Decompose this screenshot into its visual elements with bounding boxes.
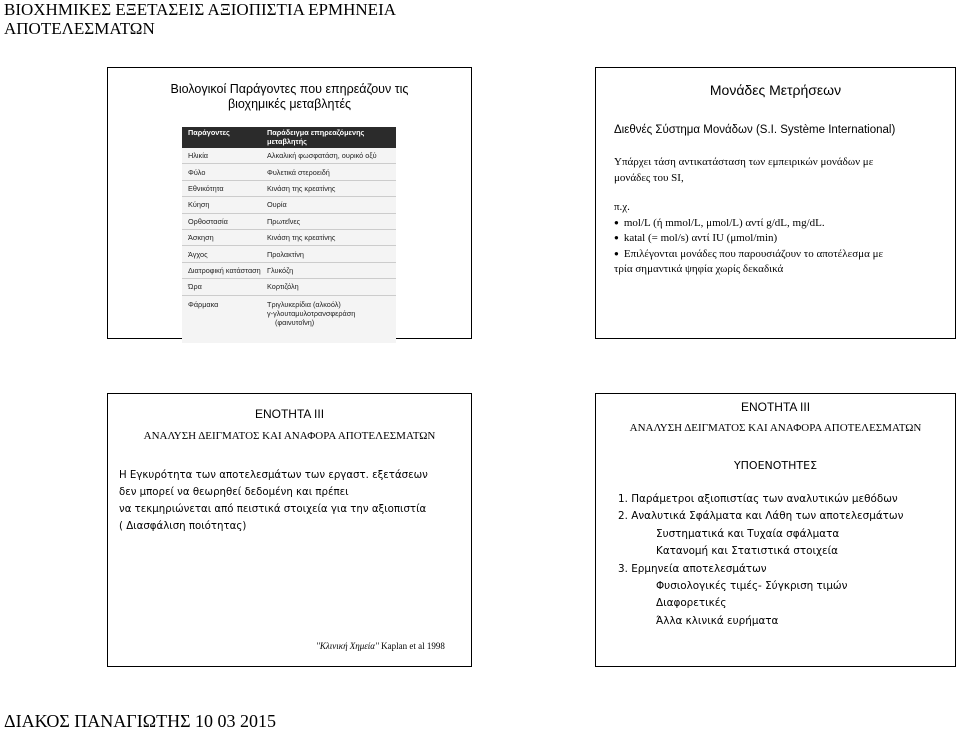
table-header bbox=[182, 127, 396, 148]
slide-body bbox=[119, 467, 464, 535]
variable-line: (φαινυτοΐνη) bbox=[275, 317, 315, 327]
bullet-text: katal (= mol/s) αντί IU (μmol/min) bbox=[623, 232, 778, 244]
table-row bbox=[182, 279, 396, 295]
table-cell-factor: Ώρα bbox=[188, 282, 202, 292]
bullet-item bbox=[614, 247, 946, 263]
body-line: Η Εγκυρότητα των αποτελεσμάτων των εργαστ. εξετάσεων bbox=[119, 470, 428, 481]
table-cell-factor: Ηλικία bbox=[188, 151, 209, 161]
table-cell-factor: Ορθοστασία bbox=[188, 216, 228, 226]
table-cell-factor: Φύλο bbox=[188, 167, 206, 177]
header-example-variable: Παράδειγμα επηρεαζόμενης μεταβλητής bbox=[267, 128, 365, 146]
table-cell-variable: Γλυκόζη bbox=[267, 265, 294, 275]
slide-title-line-1: Βιολογικοί Παράγοντες που επηρεάζουν τις bbox=[170, 82, 409, 96]
table-row bbox=[182, 197, 396, 213]
slide-measurement-units bbox=[595, 67, 956, 339]
body-line: ( Διασφάλιση ποιότητας) bbox=[119, 521, 247, 532]
list-subitem: Συστηματικά και Τυχαία σφάλματα bbox=[656, 527, 840, 540]
document-title-line-2: ΑΠΟΤΕΛΕΣΜΑΤΩΝ bbox=[4, 19, 155, 38]
example-label: π.χ. bbox=[614, 201, 630, 213]
slide-title: Μονάδες Μετρήσεων bbox=[709, 82, 842, 98]
table-cell-variable: Αλκαλική φωσφατάση, ουρικό οξύ bbox=[267, 151, 377, 161]
citation-title: ''Κλινική Χημεία'' bbox=[316, 641, 379, 651]
table-row bbox=[182, 181, 396, 197]
body-line: να τεκμηριώνεται από πειστικά στοιχεία για την αξιοπιστία bbox=[119, 504, 427, 515]
table-cell-variable: Ουρία bbox=[267, 200, 287, 210]
table-row bbox=[182, 214, 396, 230]
unit-label: ΕΝΟΤΗΤΑ ΙΙΙ bbox=[740, 400, 811, 414]
document-title bbox=[4, 0, 484, 38]
slide-unit-iii-subunits bbox=[595, 393, 956, 667]
bullet-item bbox=[614, 231, 946, 247]
bullet-item bbox=[614, 216, 946, 232]
table-cell-variable: Κινάση της κρεατίνης bbox=[267, 233, 336, 243]
table-row bbox=[182, 296, 396, 340]
slide-subtitle: Διεθνές Σύστημα Μονάδων (S.I. Système International) bbox=[614, 124, 896, 136]
unit-label: ΕΝΟΤΗΤΑ ΙΙΙ bbox=[254, 407, 325, 421]
body-line: δεν μπορεί να θεωρηθεί δεδομένη και πρέπει bbox=[119, 487, 349, 498]
list-subitem: Κατανομή και Στατιστικά στοιχεία bbox=[656, 545, 838, 558]
table-cell-variable: Φυλετικά στεροειδή bbox=[267, 167, 330, 177]
table-cell-factor: Κύηση bbox=[188, 200, 210, 210]
list-item: 1. Παράμετροι αξιοπιστίας των αναλυτικών μεθόδων bbox=[618, 493, 898, 505]
bullet-continuation: τρία σημαντικά ψηφία χωρίς δεκαδικά bbox=[614, 263, 784, 275]
paragraph-line: μονάδες του SI, bbox=[614, 171, 684, 184]
header-factors: Παράγοντες bbox=[188, 128, 230, 137]
subunits-list bbox=[618, 491, 948, 630]
list-item: 2. Αναλυτικά Σφάλματα και Λάθη των αποτελεσμάτων bbox=[618, 510, 904, 523]
list-item: 3. Ερμηνεία αποτελεσμάτων bbox=[618, 562, 767, 575]
list-subitem: Διαφορετικές bbox=[656, 597, 727, 610]
paragraph-line: Υπάρχει τάση αντικατάσταση των εμπειρικών μονάδων με bbox=[614, 156, 874, 168]
table-row bbox=[182, 148, 396, 164]
table-cell-factor: Άγχος bbox=[188, 249, 208, 259]
table-cell-variable: Προλακτίνη bbox=[267, 249, 304, 259]
table-cell-factor: Διατροφική κατάσταση bbox=[188, 265, 261, 275]
document-title-line-1: ΒΙΟΧΗΜΙΚΕΣ ΕΞΕΤΑΣΕΙΣ ΑΞΙΟΠΙΣΤΙΑ ΕΡΜΗΝΕΙΑ bbox=[4, 0, 397, 19]
slide-biological-factors bbox=[107, 67, 472, 339]
citation-reference: Kaplan et al 1998 bbox=[381, 641, 445, 651]
table-row bbox=[182, 263, 396, 279]
table-cell-variable: Κορτιζόλη bbox=[267, 282, 299, 292]
table-row bbox=[182, 164, 396, 180]
list-subitem: Φυσιολογικές τιμές- Σύγκριση τιμών bbox=[656, 580, 848, 593]
slide-body bbox=[614, 155, 946, 278]
variable-line: Τριγλυκερίδια (αλκοόλ) bbox=[267, 299, 341, 309]
slide-title-line-2: βιοχημικές μεταβλητές bbox=[227, 97, 352, 111]
citation bbox=[316, 641, 445, 651]
table-cell-factor: Άσκηση bbox=[188, 233, 214, 243]
subunits-heading: ΥΠΟΕΝΟΤΗΤΕΣ bbox=[733, 459, 818, 472]
variable-line: γ-γλουταμυλοτρανσφεράση bbox=[267, 308, 356, 318]
table-cell-variable: Κινάση της κρεατίνης bbox=[267, 183, 336, 193]
document-footer: ΔΙΑΚΟΣ ΠΑΝΑΓΙΩΤΗΣ 10 03 2015 bbox=[4, 711, 277, 731]
slide-title bbox=[108, 82, 471, 112]
table-cell-variable bbox=[267, 300, 396, 327]
list-subitem: Άλλα κλινικά ευρήματα bbox=[656, 614, 779, 627]
unit-title: ΑΝΑΛΥΣΗ ΔΕΙΓΜΑΤΟΣ ΚΑΙ ΑΝΑΦΟΡΑ ΑΠΟΤΕΛΕΣΜΑΤΩΝ bbox=[143, 430, 436, 442]
table-cell-variable: Πρωτεΐνες bbox=[267, 216, 301, 226]
table-row bbox=[182, 246, 396, 262]
bullet-text: Επιλέγονται μονάδες που παρουσιάζουν το αποτέλεσμα με bbox=[623, 247, 884, 260]
unit-title: ΑΝΑΛΥΣΗ ΔΕΙΓΜΑΤΟΣ ΚΑΙ ΑΝΑΦΟΡΑ ΑΠΟΤΕΛΕΣΜΑΤΩΝ bbox=[629, 422, 922, 434]
slide-unit-iii-validity bbox=[107, 393, 472, 667]
factors-table bbox=[182, 127, 396, 343]
table-cell-factor: Φάρμακα bbox=[188, 299, 219, 309]
table-row bbox=[182, 230, 396, 246]
bullet-text: mol/L (ή mmol/L, μmol/L) αντί g/dL, mg/dL. bbox=[623, 216, 825, 229]
table-cell-factor: Εθνικότητα bbox=[188, 183, 224, 193]
